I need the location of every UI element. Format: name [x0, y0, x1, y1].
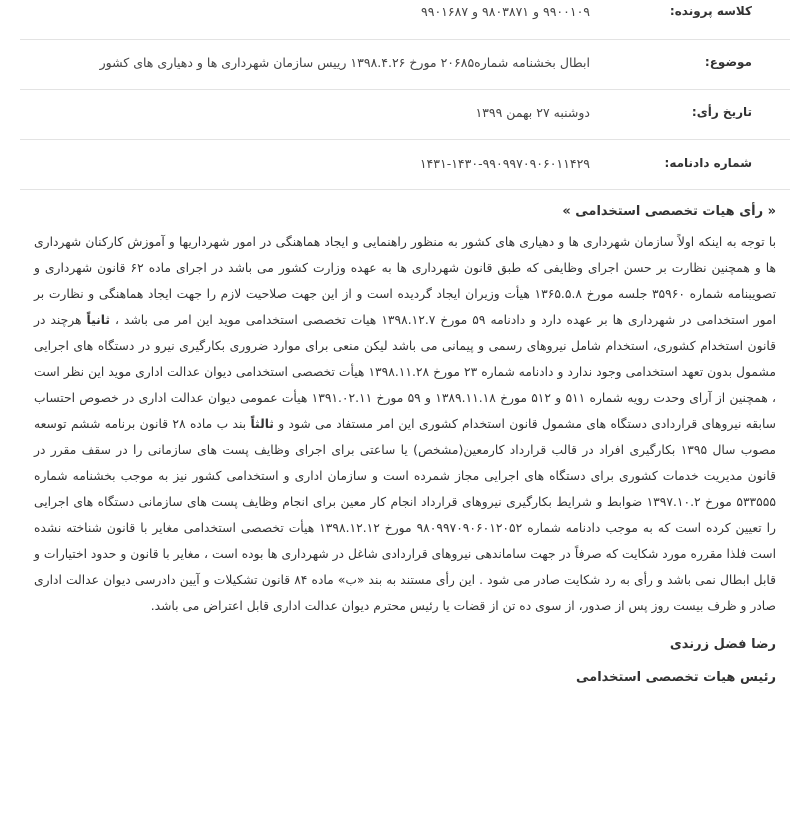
subject-label: موضوع:	[704, 55, 752, 69]
meta-row-case-class	[20, 0, 790, 40]
ruling-text-part-3: بند ب ماده ۲۸ قانون برنامه ششم توسعه مصوب سال ۱۳۹۵ بکارگیری افراد در قالب قرارداد کارمعین(مشخص) یا ساعتی برای اجرای وظایف پست های سازمانی را در سقف مقرر در قانون مدیریت خدمات کشوری برای دستگاه های اجرایی مجاز شمرده است و سازمان اداری و استخدامی کشور نیز به موجب بخشنامه شماره ۵۳۳۵۵۵ مورخ ۱۳۹۷.۱۰.۲ ضوابط و شرایط بکارگیری نیروهای قرارداد انجام کار معین برای انجام وظایف پست های سازمانی دستگاه های اجرایی را تعیین کرده است که به موجب دادنامه شماره ۹۸۰۹۹۷۰۹۰۶۰۱۲۰۵۲ مورخ ۱۳۹۸.۱۲.۱۲ هیأت تخصصی استخدامی مغایر با قانون شناخته نشده است فلذا مقرره مورد شکایت که صرفاً در جهت ساماندهی نیروهای قراردادی شاغل در شهرداری ها بوده است ، مغایر با قانون و حدود اختیارات و قابل ابطال نمی باشد و رأی به رد شکایت صادر می شود . این رأی مستند به بند «ب» ماده ۸۴ قانون تشکیلات و آیین دادرسی دیوان عدالت اداری صادر و ظرف بیست روز پس از صدور، از سوی ده تن از قضات یا رئیس محترم دیوان عدالت اداری قابل اعتراض می باشد.	[34, 417, 776, 613]
ruling-text-part-1: با توجه به اینکه اولاً سازمان شهرداری ها و دهیاری های کشور به منظور راهنمایی و ایجاد هماهنگی در امور شهرداریها و آموزش کارکنان شهرداری ها و همچنین نظارت بر حسن اجرای وظایفی که طبق قانون شهرداری ها به عهده وزارت کشور می باشد در اجرای ماده ۶۲ قانون شهرداری و تصویبنامه شماره ۳۵۹۶۰ جلسه مورخ ۱۳۶۵.۵.۸ هیأت وزیران ایجاد گردیده است و از این جهت صلاحیت لازم را جهت ایجاد هماهنگی و نظارت بر امور استخدامی در شهرداری ها بر عهده دارد و دادنامه ۵۹ مورخ ۱۳۹۸.۱۲.۷ هیات تخصصی استخدامی موید این امر می باشد ،	[34, 235, 777, 327]
petition-no-value: ۱۴۳۱-۱۴۳۰-۹۹۰۹۹۷۰۹۰۶۰۱۱۴۲۹	[419, 156, 590, 171]
ruling-date-value: دوشنبه ۲۷ بهمن ۱۳۹۹	[475, 105, 590, 120]
case-class-value: ۹۹۰۰۱۰۹ و ۹۸۰۳۸۷۱ و ۹۹۰۱۶۸۷	[421, 4, 590, 19]
ruling-date-label: تاریخ رأی:	[691, 105, 752, 119]
second-marker: ثانیاً	[86, 313, 110, 327]
ruling-heading: « رأی هیات تخصصی استخدامی »	[562, 204, 776, 219]
meta-row-petition-no	[20, 140, 790, 190]
subject-value: ابطال بخشنامه شماره۲۰۶۸۵ مورخ ۱۳۹۸.۴.۲۶ رییس سازمان شهرداری ها و دهیاری های کشور	[99, 55, 590, 70]
petition-no-label: شماره دادنامه:	[664, 156, 752, 170]
third-marker: ثالثاً	[250, 417, 274, 431]
signer-title: رئیس هیات تخصصی استخدامی	[576, 670, 776, 685]
signer-name: رضا فضل زرندی	[669, 637, 776, 652]
case-class-label: کلاسه پرونده:	[669, 4, 752, 18]
meta-row-ruling-date	[20, 90, 790, 140]
meta-row-subject	[20, 40, 790, 90]
ruling-body	[34, 229, 776, 619]
ruling-text-part-2: هرچند در قانون استخدام کشوری، استخدام شامل نیروهای رسمی و پیمانی می باشد لیکن منعی برای موارد ضروری بکارگیری نیرو در دستگاه های اجرایی مشمول بدون تعهد استخدامی وجود ندارد و دادنامه شماره ۲۳ مورخ ۱۳۹۸.۱۱.۲۸ هیأت تخصصی استخدامی دیوان عدالت اداری موید این نظر است ، همچنین از آرای وحدت رویه شماره ۵۱۱ و ۵۱۲ مورخ ۱۳۸۹.۱۱.۱۸ و ۵۹ مورخ ۱۳۹۱.۰۲.۱۱ هیأت عمومی دیوان عدالت اداری در خصوص احتساب سابقه نیروهای قراردادی دستگاه های مشمول قانون استخدام کشوری این امر مستفاد می شود و	[34, 313, 776, 431]
